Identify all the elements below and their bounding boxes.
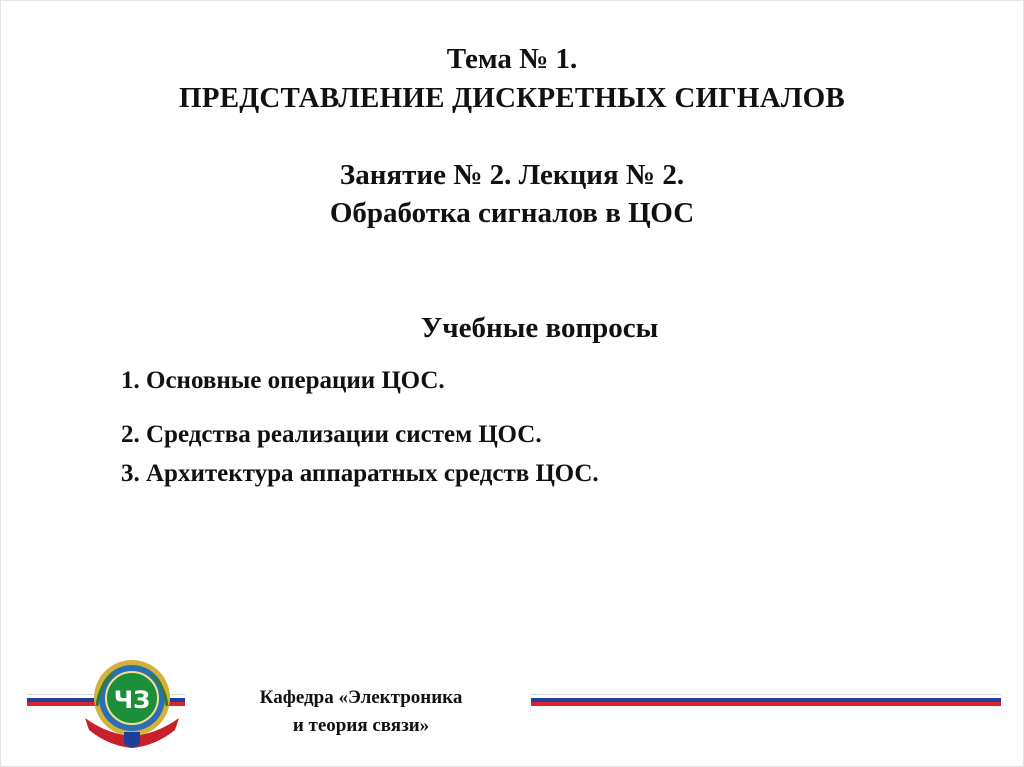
lesson-title: Обработка сигналов в ЦОС bbox=[329, 197, 695, 229]
topic-title: ПРЕДСТАВЛЕНИЕ ДИСКРЕТНЫХ СИГНАЛОВ bbox=[179, 82, 845, 114]
emblem-letters: ЧЗ bbox=[113, 686, 151, 714]
topic-number: Тема № 1. bbox=[446, 43, 578, 75]
question-item: 2. Средства реализации систем ЦОС. bbox=[121, 421, 542, 448]
question-item: 1. Основные операции ЦОС. bbox=[121, 367, 445, 394]
tricolor-stripe-right bbox=[531, 694, 1001, 706]
question-item: 3. Архитектура аппаратных средств ЦОС. bbox=[121, 460, 599, 487]
questions-heading: Учебные вопросы bbox=[421, 312, 659, 344]
university-emblem-icon bbox=[77, 656, 187, 756]
department-line2: и теория связи» bbox=[292, 715, 430, 736]
department-line1: Кафедра «Электроника bbox=[259, 687, 463, 708]
department-name bbox=[231, 684, 491, 740]
lesson-number: Занятие № 2. Лекция № 2. bbox=[339, 159, 685, 191]
